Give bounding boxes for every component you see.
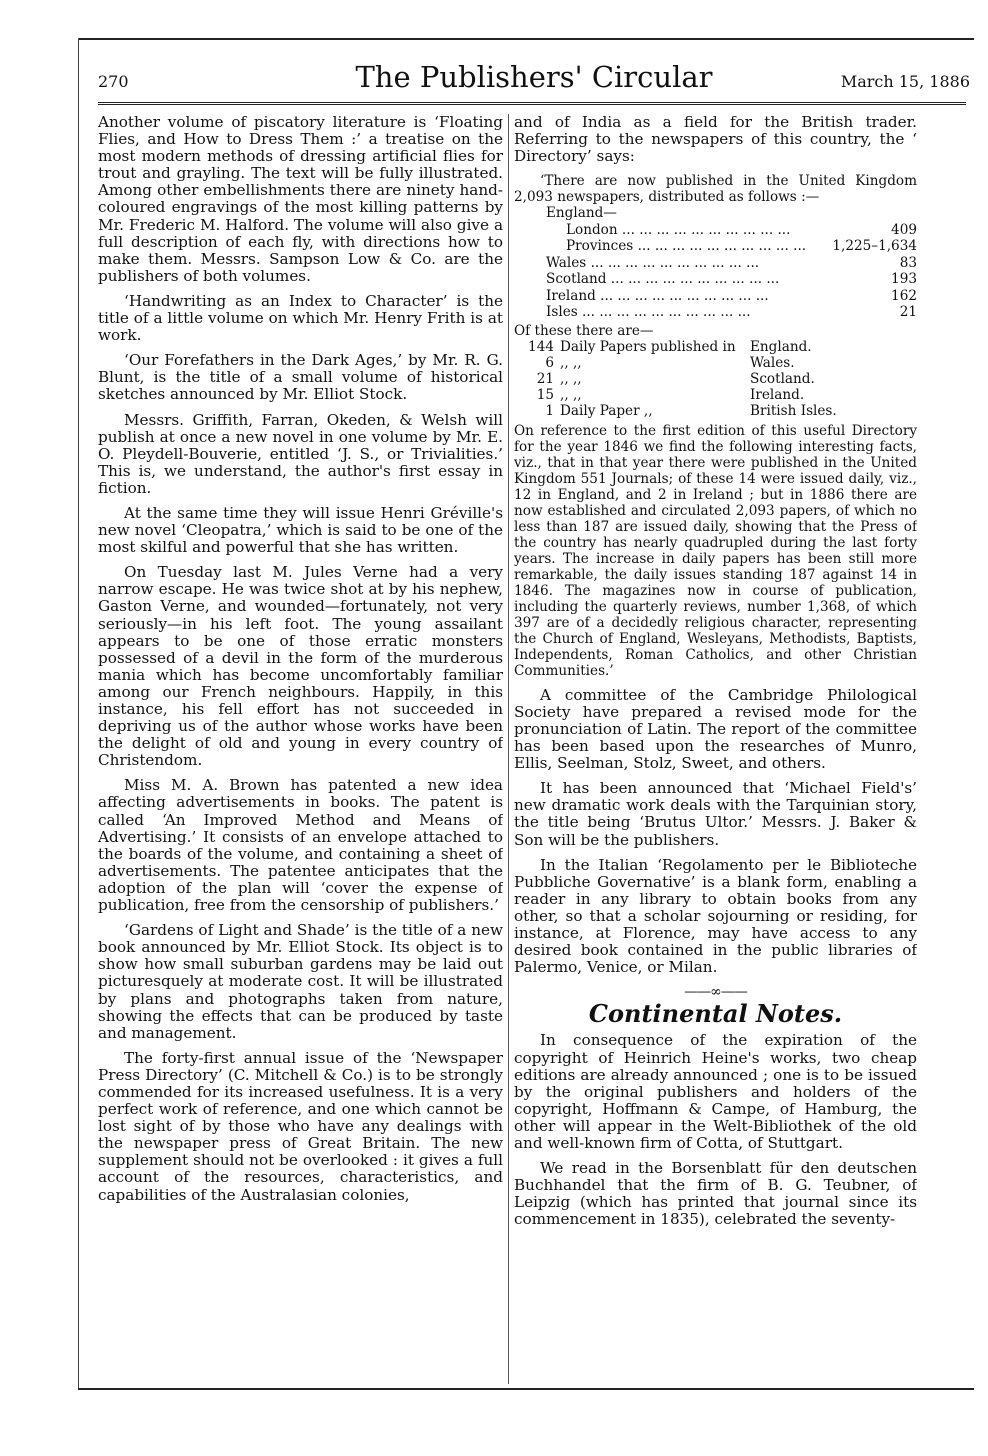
daily-row xyxy=(514,371,917,387)
stats-heading: England— xyxy=(546,205,617,222)
section-heading: Continental Notes. xyxy=(588,999,843,1029)
stats-row xyxy=(514,304,917,321)
stats-value: 409 xyxy=(891,221,917,238)
daily-desc: Daily Papers published in xyxy=(560,338,736,355)
paragraph: The forty-first annual issue of the ‘Newspaper Press Directory’ (C. Mitchell & Co.) is to be strongly commended for its increased usefulness. It is a very perfect work of reference, and one which cannot be lost sight of by those who have any dealings with the newspaper press of Great Britain. The new supplement should not be overlooked : it gives a full account of the resources, characteristics, and capabilities of the Australasian colonies, xyxy=(98,1048,503,1204)
stats-value: 162 xyxy=(891,287,917,304)
quote-body: On reference to the first edition of this useful Directory for the year 1846 we find the following interesting facts, viz., that in that year there were published in the United Kingdom 551 Journals; of these 14 were issued daily, viz., 12 in England, and 2 in Ireland ; but in 1886 there are now established and circulated 2,093 papers, of which no less than 187 are issued daily, showing that the Press of the country has nearly quadrupled during the last forty years. The increase in daily papers has been still more remarkable, the daily issues standing 187 against 14 in 1846. The magazines now in course of publication, including the quarterly reviews, number 1,368, of which 397 are of a decidedly religious character, representing the Church of England, Wesleyans, Methodists, Baptists, Independents, Roman Catholics, and other Christian Communities.’ xyxy=(514,422,917,679)
section-ornament: ——∞—— xyxy=(684,984,747,1001)
stats-label: Isles ... . xyxy=(546,304,896,321)
daily-count: 144 xyxy=(528,338,554,355)
stats-row xyxy=(514,255,917,272)
stats-label: London ... . xyxy=(566,222,887,239)
paragraph: Another volume of piscatory literature is ‘Floating Flies, and How to Dress Them :’ a treatise on the most modern methods of dressing artificial flies for trout and grayling. The text will be fully illustrated. Among other embellishments there are ninety hand-coloured engravings of the most killing patterns by Mr. Frederic M. Halford. The volume will also give a full description of each fly, with directions how to make them. Messrs. Sampson Low & Co. are the publishers of both volumes. xyxy=(98,114,503,285)
stats-row xyxy=(514,222,917,239)
daily-desc: ,, ,, xyxy=(560,354,582,371)
issue-date: March 15, 1886 xyxy=(840,72,970,91)
paragraph: On Tuesday last M. Jules Verne had a very narrow escape. He was twice shot at by his nephew, Gaston Verne, and wounded—fortunately, not very seriously—in his left foot. The young assailant appears to be one of those erratic monsters possessed of a devil in the form of the murderous mania which has become uncomfortably familiar among our French neighbours. Happily, in this instance, his fell effort has not succeeded in depriving us of the author whose works have been the delight of old and young in every country of Christendom. xyxy=(98,563,503,770)
daily-desc: Daily Paper ,, xyxy=(560,402,653,419)
page-header xyxy=(98,58,970,98)
daily-place: Ireland. xyxy=(750,386,805,403)
daily-count: 15 xyxy=(536,386,554,403)
stats-value: 83 xyxy=(899,254,917,271)
stats-value: 1,225–1,634 xyxy=(832,238,917,255)
daily-row xyxy=(514,355,917,371)
paragraph: ‘Our Forefathers in the Dark Ages,’ by Mr. R. G. Blunt, is the title of a small volume of historical sketches announced by Mr. Elliot Stock. xyxy=(98,351,503,404)
right-column xyxy=(514,114,917,1386)
paragraph: It has been announced that ‘Michael Field's’ new dramatic work deals with the Tarquinian story, the title being ‘Brutus Ultor.’ Messrs. J. Baker & Son will be the publishers. xyxy=(514,779,917,849)
page-border-left xyxy=(78,38,79,1388)
stats-row xyxy=(514,288,917,305)
running-title: The Publishers' Circular xyxy=(355,60,713,94)
page-number: 270 xyxy=(98,72,129,91)
column-divider xyxy=(508,114,509,1384)
daily-place: British Isles. xyxy=(750,402,837,419)
stats-label: Scotland ... . xyxy=(546,271,887,288)
daily-count: 1 xyxy=(545,402,554,419)
paragraph: In the Italian ‘Regolamento per le Biblioteche Pubbliche Governative’ is a blank form, enabling a reader in any library to obtain books from any other, so that a scholar sojourning or residing, for instance, at Florence, may have access to any desired book contained in the public libraries of Palermo, Venice, or Milan. xyxy=(514,855,917,977)
daily-desc: ,, ,, xyxy=(560,386,582,403)
stats-value: 193 xyxy=(891,271,917,288)
paragraph: Miss M. A. Brown has patented a new idea affecting advertisements in books. The patent is called ‘An Improved Method and Means of Advertising.’ It consists of an envelope attached to the boards of the volume, and containing a sheet of advertisements. The patentee anticipates that the adoption of the plan will ‘cover the expense of publication, free from the censorship of publishers.’ xyxy=(98,776,503,915)
stats-row xyxy=(514,238,917,255)
daily-place: England. xyxy=(750,338,812,355)
paragraph: Messrs. Griffith, Farran, Okeden, & Welsh will publish at once a new novel in one volume by Mr. E. O. Pleydell-Bouverie, entitled ‘J. S., or Trivialities.’ This is, we understand, the author's first essay in fiction. xyxy=(98,410,503,497)
daily-row xyxy=(514,339,917,355)
daily-desc: ,, ,, xyxy=(560,370,582,387)
paragraph: ‘Gardens of Light and Shade’ is the title of a new book announced by Mr. Elliot Stock. Its object is to show how small suburban gardens may be laid out picturesquely at moderate cost. It will be illustrated by plans and photographs taken from nature, showing the effects that can be produced by taste and management. xyxy=(98,921,503,1042)
daily-count: 6 xyxy=(545,354,554,371)
quote-intro: ‘There are now published in the United Kingdom 2,093 newspapers, distributed as follows :— xyxy=(514,173,917,206)
paragraph: ‘Handwriting as an Index to Character’ is the title of a little volume on which Mr. Henry Frith is at work. xyxy=(98,291,503,345)
page-border-bottom xyxy=(78,1388,974,1390)
left-column xyxy=(98,114,503,1386)
paragraph: and of India as a field for the British trader. Referring to the newspapers of this country, the ‘ Directory’ says: xyxy=(514,114,917,166)
stats-label: Provinces ... . xyxy=(566,238,828,255)
stats-label: Ireland ... . xyxy=(546,288,887,305)
stats-value: 21 xyxy=(899,304,917,321)
daily-heading: Of these there are— xyxy=(514,322,654,339)
stats-label: Wales ... . xyxy=(546,255,896,272)
header-rule xyxy=(98,102,966,107)
daily-row xyxy=(514,403,917,419)
page-border-top xyxy=(78,38,974,40)
paragraph: At the same time they will issue Henri Gréville's new novel ‘Cleopatra,’ which is said to be one of the most skilful and powerful that she has written. xyxy=(98,503,503,557)
newspaper-stats xyxy=(514,205,917,321)
daily-place: Wales. xyxy=(750,354,795,371)
paragraph: In consequence of the expiration of the copyright of Heinrich Heine's works, two cheap editions are already announced ; one is to be issued by the original publishers and holders of the copyright, Hoffmann & Campe, of Hamburg, the other will appear in the Welt-Bibliothek of the old and well-known firm of Cotta, of Stuttgart. xyxy=(514,1031,917,1153)
paragraph: We read in the Borsenblatt für den deutschen Buchhandel that the firm of B. G. Teubner, of Leipzig (which has printed that journal since its commencement in 1835), celebrated the seventy- xyxy=(514,1159,917,1229)
paragraph: A committee of the Cambridge Philological Society have prepared a revised mode for the pronunciation of Latin. The report of the committee has been based upon the researches of Munro, Ellis, Seelman, Stolz, Sweet, and others. xyxy=(514,685,917,773)
daily-place: Scotland. xyxy=(750,370,815,387)
daily-papers-list xyxy=(514,323,917,419)
stats-row xyxy=(514,271,917,288)
daily-row xyxy=(514,387,917,403)
daily-count: 21 xyxy=(536,370,554,387)
